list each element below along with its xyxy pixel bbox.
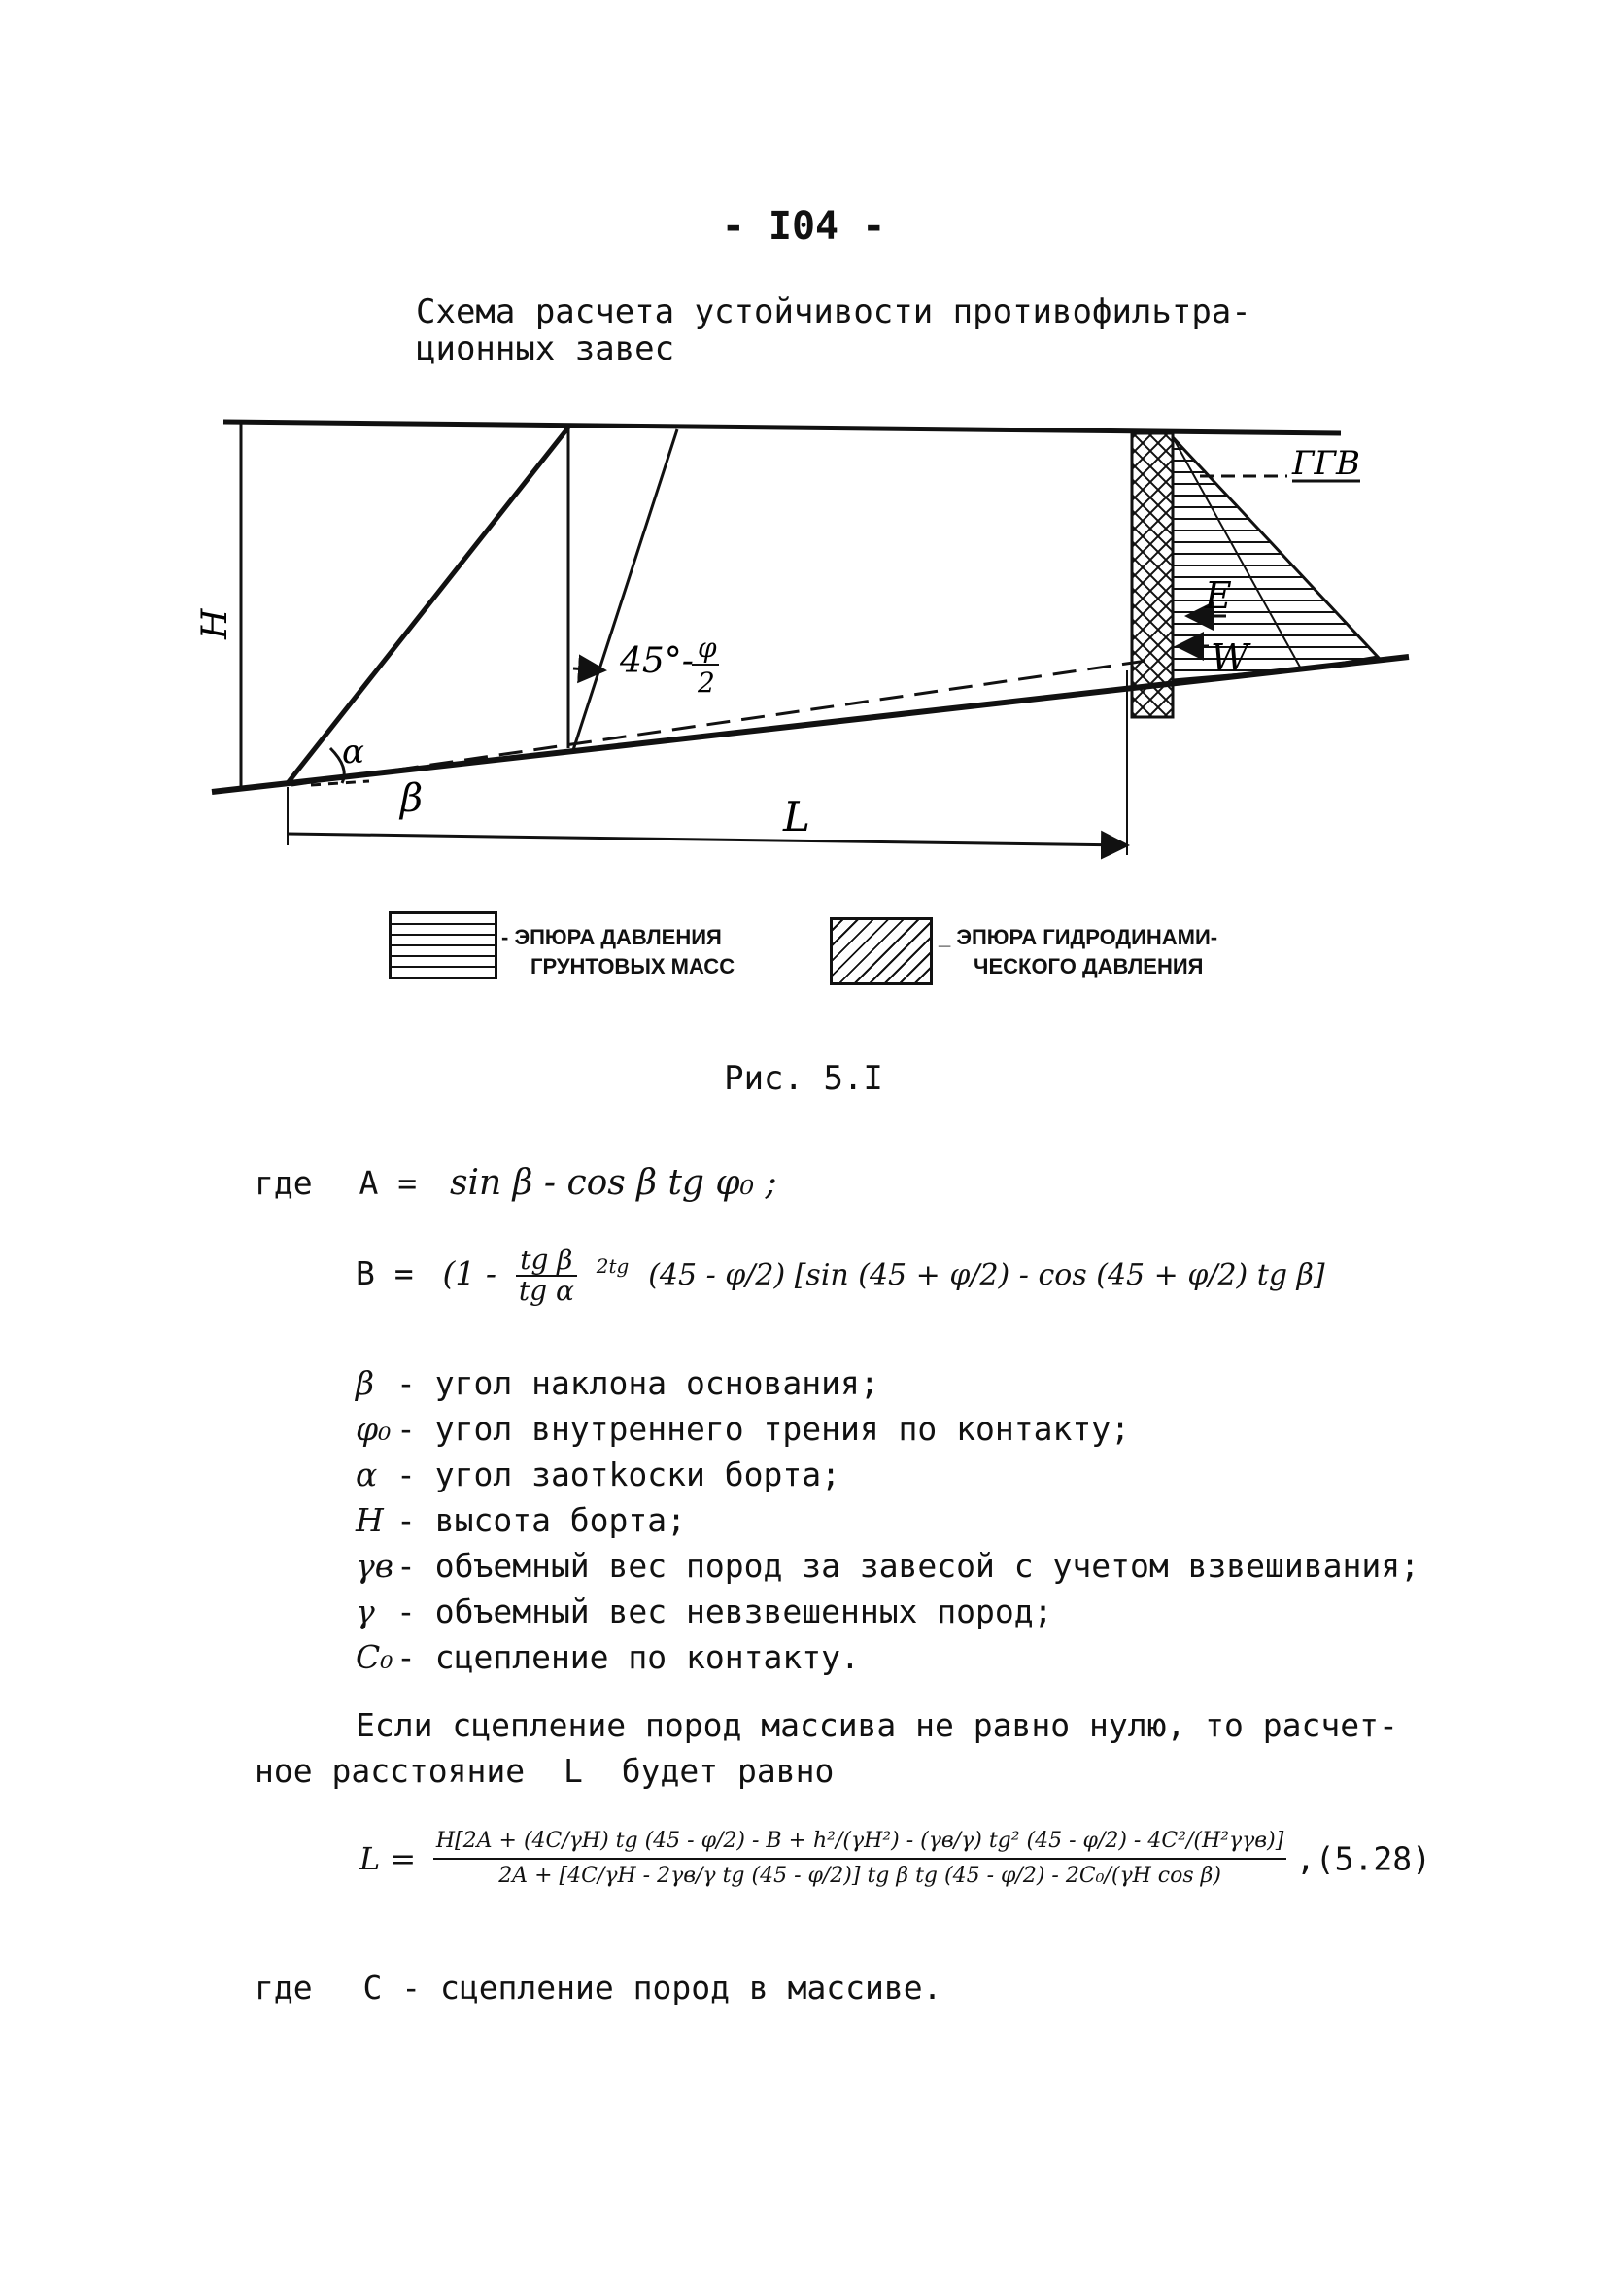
formula-a-lhs: A = [359, 1164, 418, 1202]
label-angle-phi: φ [698, 632, 717, 664]
label-ggv: ГГВ [1292, 444, 1361, 483]
curtain-wall [1132, 433, 1173, 717]
paragraph-line1: Если сцепление пород массива не равно нулю, то расчет- [356, 1706, 1398, 1744]
formula-b-exponent: 2tg [596, 1254, 630, 1278]
legend-hydro-line1: _ ЭПЮРА ГИДРОДИНАМИ- [939, 925, 1218, 949]
stability-diagram [0, 0, 1607, 972]
formula-b-frac-den: tg α [518, 1274, 574, 1307]
slope-face-line [288, 428, 568, 783]
legend-earth-line1: - ЭПЮРА ДАВЛЕНИЯ [501, 925, 722, 949]
definition-symbol: φ₀ [356, 1410, 392, 1448]
formula-l-numerator: H[2A + (4C/γH) tg (45 - φ/2) - B + h²/(γH²) - (γв/γ) tg² (45 - φ/2) - 4C²/(H²γγв)] [433, 1825, 1286, 1860]
label-alpha: α [342, 733, 364, 771]
figure-title-line1: Схема расчета устойчивости противофильтра- [416, 292, 1251, 331]
definition-gamma [356, 1589, 1419, 1634]
label-force-e: E [1205, 574, 1232, 617]
formula-l-number: ,(5.28) [1295, 1839, 1431, 1878]
footer-text: C - сцепление пород в массиве. [362, 1969, 942, 2006]
definition-symbol: H [356, 1501, 384, 1539]
formula-l [359, 1825, 1431, 1893]
angle-arrow [573, 668, 604, 670]
definition-symbol: β [356, 1364, 375, 1402]
formula-b-rest: (45 - φ/2) [sin (45 + φ/2) - cos (45 + φ/2) tg β] [648, 1258, 1325, 1292]
formula-l-fraction [433, 1825, 1286, 1893]
definition-h [356, 1497, 1419, 1543]
page-number: - I04 - [721, 204, 886, 249]
label-height: H [195, 608, 235, 639]
legend-swatch-hydro [830, 917, 933, 985]
definition-symbol: γ [356, 1593, 375, 1630]
definition-symbol: γв [356, 1547, 393, 1585]
formula-a [255, 1160, 777, 1206]
wedge-line [573, 429, 677, 750]
legend-earth-line2: ГРУНТОВЫХ МАСС [530, 954, 735, 978]
formula-l-lhs: L = [359, 1840, 417, 1877]
definition-text: - угол внутреннего трения по контакту; [396, 1410, 1130, 1448]
length-dimension-line [288, 834, 1127, 845]
label-angle: 45°- [620, 641, 694, 681]
definition-gamma-v [356, 1543, 1419, 1589]
legend-label-earth [501, 923, 735, 981]
label-force-w: W [1211, 636, 1249, 679]
definition-symbol: C₀ [356, 1638, 393, 1676]
formula-l-denominator: 2A + [4C/γH - 2γв/γ tg (45 - φ/2)] tg β tg (45 - φ/2) - 2C₀/(γH cos β) [498, 1864, 1221, 1888]
definition-text: - объемный вес невзвешенных пород; [396, 1593, 1053, 1630]
definition-c0 [356, 1634, 1419, 1680]
definition-text: - объемный вес пород за завесой с учетом взвешивания; [396, 1547, 1419, 1585]
legend-swatch-earth [389, 911, 497, 979]
label-length: L [783, 793, 810, 840]
footer-line [255, 1965, 942, 2010]
definition-text: - угол наклона основания; [396, 1364, 879, 1402]
formula-b-lhs: B = [356, 1254, 414, 1292]
figure-number: Рис. 5.I [724, 1059, 883, 1098]
definition-symbol: α [356, 1456, 378, 1493]
formula-b-frac-num: tg β [516, 1246, 577, 1277]
figure-title-line2: ционных завес [416, 329, 675, 368]
definition-alpha [356, 1452, 1419, 1497]
definitions-list [356, 1360, 1419, 1680]
top-surface-line [223, 422, 1341, 433]
footer-where: где [255, 1969, 313, 2006]
formula-a-rhs: sin β - cos β tg φ₀ ; [449, 1163, 777, 1203]
label-beta: β [400, 776, 424, 821]
paragraph-line2-sym: L [564, 1752, 583, 1790]
definition-text: - высота борта; [396, 1501, 687, 1539]
legend-hydro-line2: ЧЕСКОГО ДАВЛЕНИЯ [974, 954, 1204, 978]
formula-b-open: (1 - [442, 1254, 496, 1292]
formula-b-fraction [516, 1243, 577, 1307]
paragraph-line2 [255, 1748, 1398, 1794]
definition-phi0 [356, 1406, 1419, 1452]
where-label: где [255, 1164, 313, 1202]
definition-text: - угол заотkоски борта; [396, 1456, 840, 1493]
formula-b [356, 1244, 1325, 1306]
definition-text: - сцепление по контакту. [396, 1638, 860, 1676]
paragraph-line2-b: будет равно [621, 1752, 835, 1790]
legend-label-hydro [939, 923, 1217, 981]
label-angle-two: 2 [698, 667, 715, 699]
paragraph [255, 1702, 1398, 1794]
definition-beta [356, 1360, 1419, 1406]
paragraph-line2-a: ное расстояние [255, 1752, 526, 1790]
